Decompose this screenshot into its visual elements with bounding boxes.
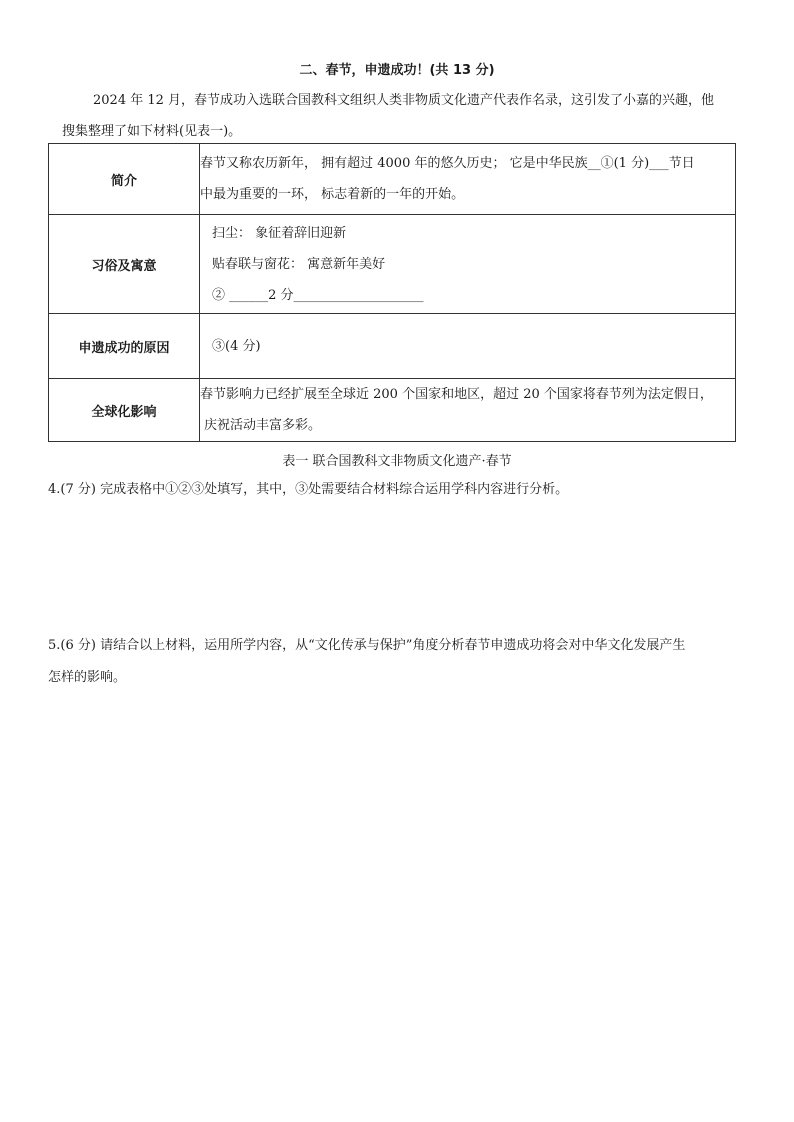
- table-cell-line: 春节又称农历新年， 拥有超过 4000 年的悠久历史； 它是中华民族__①(1 分)___节日: [200, 156, 695, 171]
- table-row: [49, 144, 736, 215]
- table-row: [49, 215, 736, 314]
- row-header-reasons: 申遗成功的原因: [49, 314, 200, 379]
- question-5-line-2: 怎样的影响。: [48, 670, 127, 685]
- table-caption: 表一 联合国教科文非物质文化遗产·春节: [282, 454, 512, 469]
- table-cell-line: 扫尘： 象征着辞旧迎新: [212, 225, 347, 241]
- table-cell-line: 中最为重要的一环， 标志着新的一年的开始。: [200, 187, 465, 202]
- table-row: [49, 314, 736, 379]
- row-content-global: [200, 379, 736, 442]
- intro-line-1: 2024 年 12 月，春节成功入选联合国教科文组织人类非物质文化遗产代表作名录，这引发了小嘉的兴趣，他: [93, 93, 715, 108]
- row-content-intro: [200, 144, 736, 215]
- question-4: 4.(7 分) 完成表格中①②③处填写，其中，③处需要结合材料综合运用学科内容进行分析。: [48, 482, 569, 497]
- row-header-global: 全球化影响: [49, 379, 200, 442]
- table-cell-line: 庆祝活动丰富多彩。: [204, 418, 322, 433]
- table-cell-line: 贴春联与窗花： 寓意新年美好: [212, 256, 386, 272]
- row-header-intro: 简介: [49, 144, 200, 215]
- question-5-line-1: 5.(6 分) 请结合以上材料，运用所学内容，从“文化传承与保护”角度分析春节申遗成功将会对中华文化发展产生: [48, 638, 686, 653]
- table-cell-line: ② ______2 分____________________: [212, 287, 424, 303]
- row-header-customs: 习俗及寓意: [49, 215, 200, 314]
- material-table: [48, 143, 736, 442]
- table-cell-line: 春节影响力已经扩展至全球近 200 个国家和地区，超过 20 个国家将春节列为法定假日，: [200, 387, 713, 402]
- intro-line-2: 搜集整理了如下材料(见表一)。: [62, 124, 242, 139]
- section-title: 二、春节，申遗成功！(共 13 分): [299, 63, 495, 78]
- table-row: [49, 379, 736, 442]
- table-cell-line: ③(4 分): [212, 338, 261, 354]
- question-5: [48, 630, 748, 694]
- row-content-customs: [200, 215, 736, 314]
- row-content-reasons: [200, 314, 736, 379]
